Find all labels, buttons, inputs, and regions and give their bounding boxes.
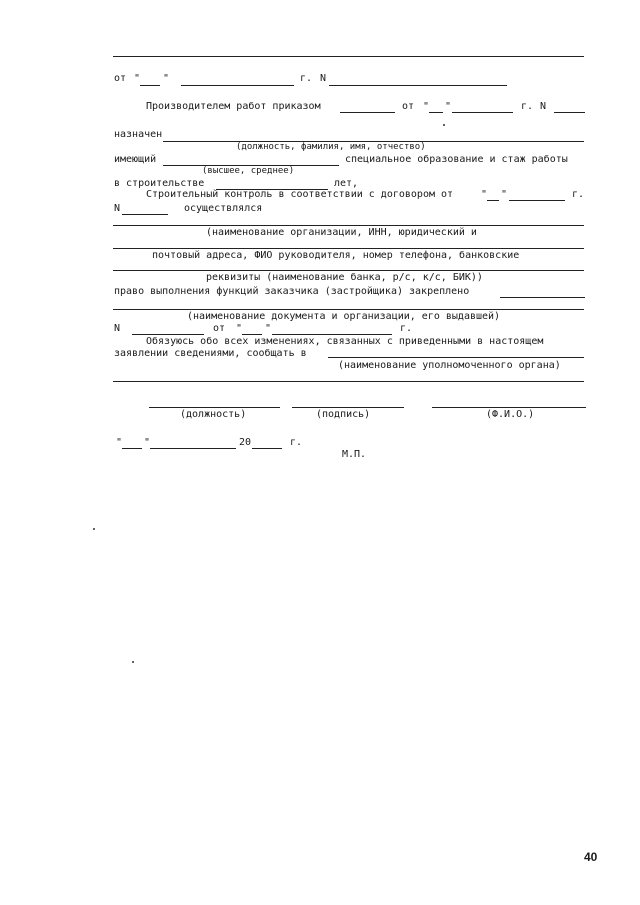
doc-day-blank	[242, 334, 262, 335]
order-blank	[340, 112, 395, 113]
doc-n: N	[114, 323, 121, 334]
document-blank	[113, 309, 584, 310]
doc-ot: от	[213, 323, 226, 334]
page-number: 40	[584, 850, 598, 864]
bank-caption: реквизиты (наименование банка, р/с, к/с, БИК))	[206, 272, 483, 283]
bottom-q1: "	[116, 437, 123, 448]
day-blank	[140, 85, 160, 86]
ot-label: от	[114, 73, 127, 84]
fio-caption: (Ф.И.О.)	[486, 409, 535, 420]
bottom-g: г.	[290, 437, 303, 448]
organization-caption: (наименование организации, ИНН, юридический и	[206, 227, 477, 238]
producer-month-blank	[452, 112, 513, 113]
speck	[132, 661, 134, 663]
authority-caption: (наименование уполномоченного органа)	[338, 360, 561, 371]
bottom-year: 20	[239, 437, 252, 448]
producer-q2: "	[445, 101, 452, 112]
control-number-blank	[122, 214, 168, 215]
producer-n: N	[540, 101, 547, 112]
having-label: имеющий	[114, 154, 157, 165]
control-exercised: осуществлялся	[184, 203, 263, 214]
authority-line-2	[113, 381, 584, 382]
bottom-year-blank	[252, 448, 282, 449]
having-suffix: специальное образование и стаж работы	[345, 154, 568, 165]
doc-g: г.	[400, 323, 413, 334]
control-g: г.	[572, 189, 585, 200]
control-text: Строительный контроль в соответствии с договором от	[146, 189, 454, 200]
doc-q1: "	[236, 323, 243, 334]
address-blank	[113, 248, 584, 249]
producer-g: г.	[521, 101, 534, 112]
address-caption: почтовый адреса, ФИО руководителя, номер телефона, банковские	[152, 250, 520, 261]
stamp-label: М.П.	[342, 449, 367, 460]
signature-caption: (подпись)	[316, 409, 371, 420]
appointed-label: назначен	[114, 129, 163, 140]
control-n: N	[114, 203, 121, 214]
control-q2: "	[501, 189, 508, 200]
signature-blank	[292, 407, 404, 408]
speck	[443, 124, 445, 126]
bottom-month-blank	[150, 448, 236, 449]
quote-open: "	[134, 73, 141, 84]
quote-close: "	[163, 73, 170, 84]
number-label: N	[320, 73, 327, 84]
year-label: г.	[300, 73, 313, 84]
doc-month-blank	[272, 334, 392, 335]
construction-label: в строительстве	[114, 178, 205, 189]
organization-blank	[113, 225, 584, 226]
number-blank	[329, 85, 507, 86]
producer-text: Производителем работ приказом	[146, 101, 321, 112]
customer-text: право выполнения функций заказчика (застройщика) закреплено	[114, 286, 470, 297]
oblige-line-1: Обязуюсь обо всех изменениях, связанных с приведенными в настоящем	[146, 336, 544, 347]
bottom-day-blank	[122, 448, 142, 449]
month-blank	[181, 85, 294, 86]
producer-q1: "	[423, 101, 430, 112]
speck	[93, 528, 95, 530]
bottom-q2: "	[144, 437, 151, 448]
customer-blank	[500, 297, 585, 298]
oblige-line-2: заявлении сведениями, сообщать в	[114, 348, 307, 359]
control-day-blank	[487, 200, 499, 201]
control-q1: "	[481, 189, 488, 200]
years-label: лет,	[334, 178, 359, 189]
top-rule	[113, 56, 584, 57]
producer-ot: от	[402, 101, 415, 112]
control-month-blank	[509, 200, 565, 201]
appointed-caption: (должность, фамилия, имя, отчество)	[236, 142, 426, 152]
doc-q2: "	[265, 323, 272, 334]
fio-blank	[432, 407, 586, 408]
producer-number-blank	[554, 112, 585, 113]
producer-day-blank	[429, 112, 443, 113]
document-caption: (наименование документа и организации, его выдавшей)	[187, 311, 501, 322]
education-caption: (высшее, среднее)	[202, 166, 295, 176]
bank-blank	[113, 270, 584, 271]
doc-number-blank	[132, 334, 204, 335]
position-blank	[149, 407, 280, 408]
position-caption: (должность)	[180, 409, 247, 420]
authority-blank	[328, 357, 584, 358]
